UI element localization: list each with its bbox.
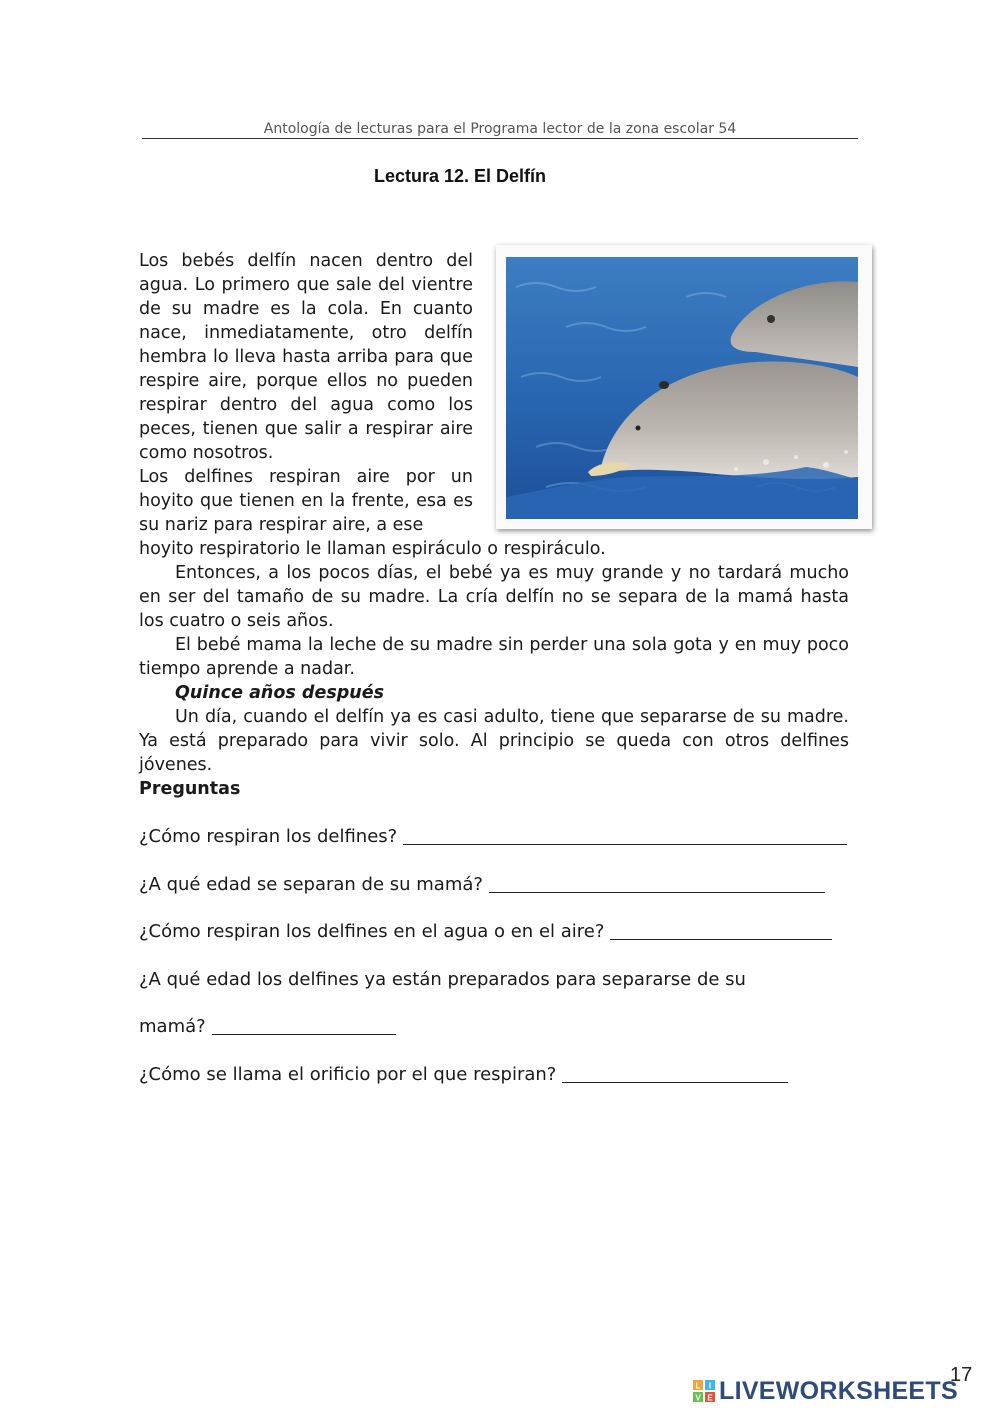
- paragraph-2: [139, 465, 473, 537]
- question-4-line-1: ¿A qué edad los delfines ya están preparados para separarse de su: [139, 969, 746, 990]
- liveworksheets-blocks-icon: [692, 1379, 716, 1403]
- dolphin-image-icon: [506, 257, 858, 519]
- answer-4-field[interactable]: [212, 1016, 396, 1035]
- answer-3-field[interactable]: [610, 921, 832, 940]
- question-3-text: ¿Cómo respiran los delfines en el agua o en el aire?: [139, 921, 605, 942]
- answer-5-field[interactable]: [562, 1064, 788, 1083]
- paragraph-1-text: Los bebés delfín nacen dentro del agua. Lo primero que sale del vientre de su madre es la cola. En cuanto nace, inmediatamente, otro delfín hembra lo lleva hasta arriba para que respire aire, porque ellos no pueden respirar dentro del agua como los peces, tienen que salir a respirar aire como nosotros.: [139, 251, 473, 463]
- page-title: Lectura 12. El Delfín: [373, 166, 547, 186]
- paragraph-5: Un día, cuando el delfín ya es casi adulto, tiene que separarse de su madre. Ya está preparado para vivir solo. Al principio se queda con otros delfines jóvenes.: [139, 707, 849, 775]
- question-4-line-2: [139, 1015, 396, 1039]
- paragraph-2-end: hoyito respiratorio le llaman espiráculo o respiráculo.: [139, 539, 606, 559]
- liveworksheets-brand-text: LIVEWORKSHEETS: [719, 1376, 958, 1405]
- paragraph-2-text: Los delfines respiran aire por un hoyito que tienen en la frente, esa es su nariz para respirar aire, a ese: [139, 467, 473, 535]
- dolphin-photo: [496, 245, 872, 529]
- question-5: [139, 1063, 788, 1087]
- question-1-text: ¿Cómo respiran los delfines?: [139, 826, 398, 847]
- paragraph-3: Entonces, a los pocos días, el bebé ya es muy grande y no tardará mucho en ser del tamaño de su madre. La cría delfín no se separa de la mamá hasta los cuatro o seis años.: [139, 563, 849, 631]
- answer-2-field[interactable]: [489, 874, 825, 893]
- question-5-text: ¿Cómo se llama el orificio por el que respiran?: [139, 1064, 557, 1085]
- paragraph-1: [139, 249, 473, 465]
- question-2: [139, 873, 825, 897]
- svg-text:L: L: [695, 1381, 701, 1391]
- question-4-text: mamá?: [139, 1016, 206, 1037]
- paragraph-4: El bebé mama la leche de su madre sin perder una sola gota y en muy poco tiempo aprende a nadar.: [139, 635, 849, 679]
- svg-text:E: E: [707, 1393, 713, 1403]
- questions-heading: Preguntas: [139, 779, 241, 799]
- anthology-header: Antología de lecturas para el Programa lector de la zona escolar 54: [142, 120, 858, 139]
- svg-text:I: I: [708, 1381, 712, 1391]
- svg-text:V: V: [695, 1393, 701, 1403]
- question-2-text: ¿A qué edad se separan de su mamá?: [139, 874, 483, 895]
- question-3: [139, 920, 832, 944]
- liveworksheets-logo[interactable]: [692, 1378, 958, 1404]
- question-1: [139, 825, 847, 849]
- page-number: 17: [950, 1364, 973, 1386]
- section-subheading: Quince años después: [175, 683, 385, 703]
- answer-1-field[interactable]: [403, 826, 847, 845]
